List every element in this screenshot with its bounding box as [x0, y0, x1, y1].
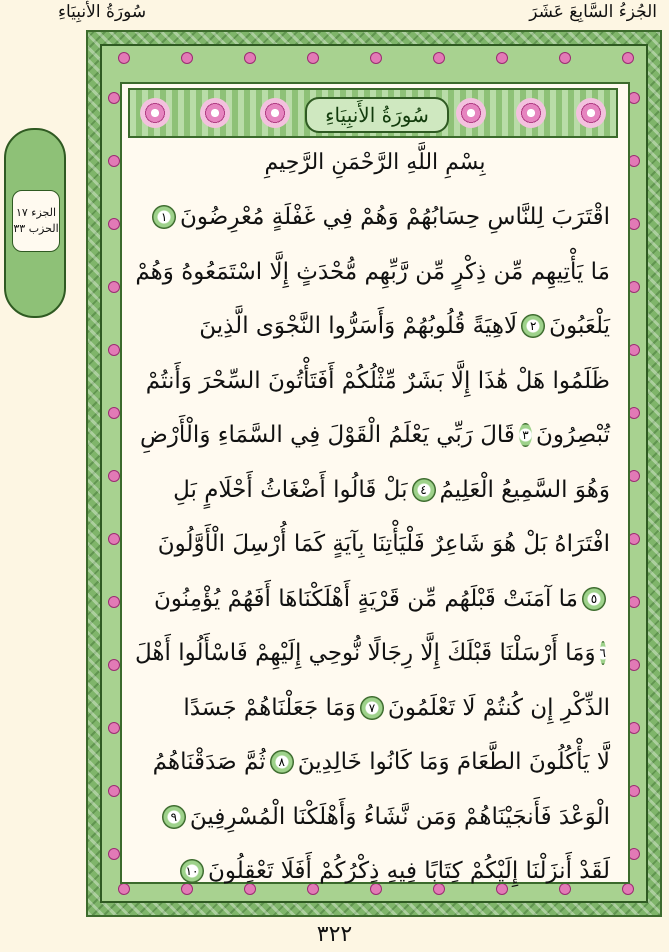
quran-line — [140, 408, 610, 463]
border-flower-icon — [108, 407, 120, 419]
ayah-number-marker: ٥ — [582, 587, 606, 611]
quran-text-lines — [134, 190, 610, 899]
border-flower-icon — [108, 344, 120, 356]
border-flower-icon — [108, 785, 120, 797]
flower-ornament-icon — [200, 98, 230, 128]
ayah-number-marker: ٤ — [412, 478, 436, 502]
border-flower-icon — [108, 218, 120, 230]
header-juz-name: الجُزءُ السَّابِعَ عَشَرَ — [529, 2, 657, 22]
quran-line — [134, 626, 610, 681]
ayah-number-marker: ١٠ — [180, 859, 204, 883]
border-flower-icon — [622, 883, 634, 895]
border-flower-icon — [433, 52, 445, 64]
flower-ornament-icon — [576, 98, 606, 128]
verse-text: الْوَعْدَ فَأَنجَيْنَاهُمْ وَمَن نَّشَاءُ وَأَهْلَكْنَا الْمُسْرِفِينَ — [189, 803, 610, 830]
border-flower-icon — [108, 155, 120, 167]
quran-line — [135, 245, 610, 300]
border-flower-icon — [496, 52, 508, 64]
basmala: بِسْمِ اللَّهِ الرَّحْمَنِ الرَّحِيمِ — [264, 150, 486, 175]
verse-text: بَلْ قَالُوا أَضْغَاثُ أَحْلَامٍ بَلِ — [173, 476, 408, 503]
surah-title-banner — [128, 88, 618, 138]
border-flower-icon — [108, 722, 120, 734]
verse-text: ثُمَّ صَدَقْنَاهُمُ — [152, 749, 266, 776]
border-flower-icon — [370, 52, 382, 64]
ayah-number-marker: ١ — [152, 205, 176, 229]
ayah-number-marker: ٧ — [360, 696, 384, 720]
border-flower-icon — [108, 848, 120, 860]
quran-line — [140, 517, 610, 572]
quran-line — [140, 735, 610, 790]
verse-text: مَا يَأْتِيهِم مِّن ذِكْرٍ مِّن رَّبِّهِم مُّحْدَثٍ إِلَّا اسْتَمَعُوهُ وَهُمْ — [135, 258, 610, 285]
quran-line — [140, 572, 610, 627]
border-flower-icon — [108, 281, 120, 293]
flower-ornament-icon — [456, 98, 486, 128]
verse-text: الذِّكْرِ إِن كُنتُمْ لَا تَعْلَمُونَ — [387, 694, 610, 721]
flower-ornament-icon — [516, 98, 546, 128]
page-number: ٣٢٢ — [316, 922, 353, 947]
verse-text: لَاهِيَةً قُلُوبُهُمْ وَأَسَرُّوا النَّجْوَى الَّذِينَ — [199, 313, 518, 340]
ayah-number-marker: ٩ — [162, 805, 186, 829]
border-flower-icon — [118, 52, 130, 64]
ayah-number-marker: ٦ — [600, 641, 606, 665]
verse-text: تُبْصِرُونَ — [536, 422, 610, 449]
surah-title: سُورَةُ الأَنبِيَاءِ — [305, 97, 449, 133]
juz-hizb-marker — [4, 128, 66, 318]
verse-text: لَقَدْ أَنزَلْنَا إِلَيْكُمْ كِتَابًا فِيهِ ذِكْرُكُمْ أَفَلَا تَعْقِلُونَ — [207, 858, 610, 885]
verse-text: افْتَرَاهُ بَلْ هُوَ شَاعِرٌ فَلْيَأْتِنَا بِآيَةٍ كَمَا أُرْسِلَ الْأَوَّلُونَ — [157, 531, 610, 558]
border-flower-icon — [559, 52, 571, 64]
flower-ornament-icon — [260, 98, 290, 128]
border-flower-icon — [108, 470, 120, 482]
border-flower-icon — [108, 92, 120, 104]
quran-line — [140, 790, 610, 845]
quran-line — [140, 299, 610, 354]
quran-line — [140, 190, 610, 245]
quran-line — [140, 463, 610, 518]
ayah-number-marker: ٢ — [521, 314, 545, 338]
border-flower-icon — [307, 52, 319, 64]
verse-text: ظَلَمُوا هَلْ هَٰذَا إِلَّا بَشَرٌ مِّثْلُكُمْ أَفَتَأْتُونَ السِّحْرَ وَأَنتُمْ — [145, 367, 610, 394]
border-flower-icon — [108, 533, 120, 545]
border-flower-icon — [622, 52, 634, 64]
verse-text: وَهُوَ السَّمِيعُ الْعَلِيمُ — [439, 476, 610, 503]
border-flower-icon — [108, 596, 120, 608]
quran-line — [140, 844, 610, 899]
border-flower-icon — [118, 883, 130, 895]
border-flower-icon — [108, 659, 120, 671]
verse-text: اقْتَرَبَ لِلنَّاسِ حِسَابُهُمْ وَهُمْ فِي غَفْلَةٍ مُعْرِضُونَ — [180, 204, 610, 231]
verse-text: يَلْعَبُونَ — [549, 313, 610, 340]
hizb-label: الحزب ٣٣ — [13, 222, 59, 235]
verse-text: وَمَا جَعَلْنَاهُمْ جَسَدًا — [183, 694, 356, 721]
ayah-number-marker: ٨ — [270, 750, 294, 774]
juz-hizb-label-box — [12, 190, 60, 252]
verse-text: لَّا يَأْكُلُونَ الطَّعَامَ وَمَا كَانُوا خَالِدِينَ — [297, 749, 610, 776]
verse-text: وَمَا أَرْسَلْنَا قَبْلَكَ إِلَّا رِجَالًا نُّوحِي إِلَيْهِمْ فَاسْأَلُوا أَهْلَ — [134, 640, 596, 667]
quran-line — [140, 681, 610, 736]
header-surah-name: سُورَةُ الأَنبِيَاءِ — [58, 2, 147, 22]
juz-label: الجزء ١٧ — [15, 206, 57, 219]
quran-line — [140, 354, 610, 409]
verse-text: مَا آمَنَتْ قَبْلَهُم مِّن قَرْيَةٍ أَهْلَكْنَاهَا أَفَهُمْ يُؤْمِنُونَ — [154, 585, 578, 612]
flower-ornament-icon — [140, 98, 170, 128]
ayah-number-marker: ٣ — [519, 423, 532, 447]
verse-text: قَالَ رَبِّي يَعْلَمُ الْقَوْلَ فِي السَّمَاءِ وَالْأَرْضِ — [140, 422, 515, 449]
border-flower-icon — [181, 52, 193, 64]
border-flower-icon — [244, 52, 256, 64]
